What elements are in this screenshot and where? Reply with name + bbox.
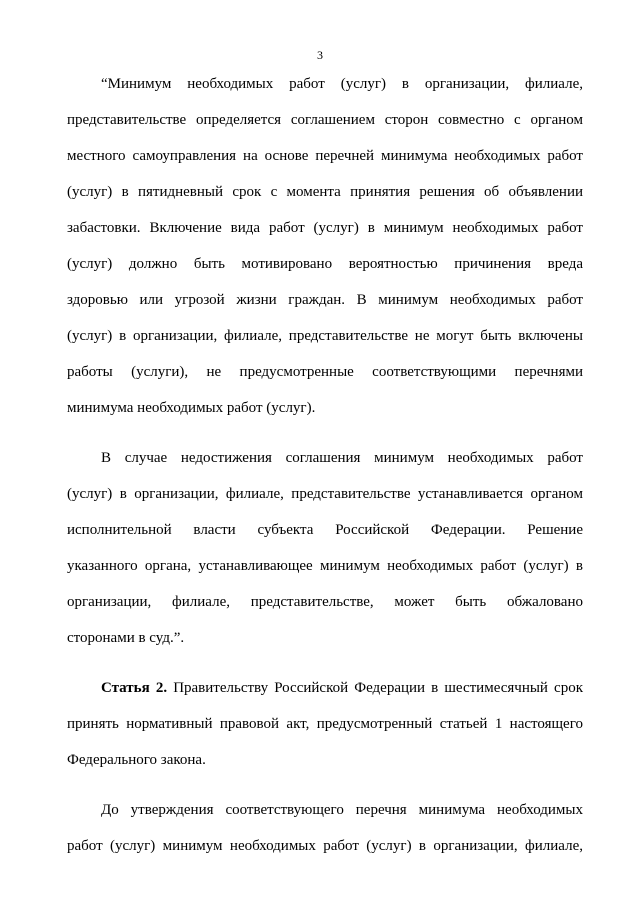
article-text: Правительству Российской Федерации в шестимесячный срок [173,680,584,696]
paragraph-line: работ (услуг) минимум необходимых работ (услуг) в организации, филиале, [67,838,583,854]
paragraph-article-2 [67,670,583,778]
paragraph-spacer [67,426,583,440]
document-body [67,66,583,864]
paragraph-line: представительстве определяется соглашением сторон совместно с органом [67,112,583,128]
paragraph-line: Федерального закона. [67,752,206,768]
paragraph-line: сторонами в суд.”. [67,630,185,646]
paragraph-minimum-work-definition [67,66,583,426]
paragraph-line: здоровью или угрозой жизни граждан. В минимум необходимых работ [67,292,583,308]
paragraph-spacer [67,656,583,670]
article-heading: Статья 2. [101,680,168,696]
paragraph-line: (услуг) в организации, филиале, представительстве не могут быть включены [67,328,583,344]
paragraph-line: (услуг) в пятидневный срок с момента принятия решения об объявлении [67,184,583,200]
paragraph-line: исполнительной власти субъекта Российской Федерации. Решение [67,522,583,538]
paragraph-line: принять нормативный правовой акт, предусмотренный статьей 1 настоящего [67,716,583,732]
paragraph-line: организации, филиале, представительстве, может быть обжаловано [67,594,583,610]
page-number: 3 [317,48,323,62]
paragraph-line: забастовки. Включение вида работ (услуг) в минимум необходимых работ [67,220,583,236]
paragraph-line: работы (услуги), не предусмотренные соответствующими перечнями [67,364,583,380]
paragraph-line: (услуг) в организации, филиале, представительстве устанавливается органом [67,486,583,502]
paragraph-line [67,670,583,706]
paragraph-line: В случае недостижения соглашения минимум необходимых работ [101,450,583,466]
paragraph-spacer [67,778,583,792]
paragraph-line: “Минимум необходимых работ (услуг) в организации, филиале, [101,76,583,92]
paragraph-line: указанного органа, устанавливающее минимум необходимых работ (услуг) в [67,558,583,574]
paragraph-line: До утверждения соответствующего перечня минимума необходимых [101,802,583,818]
paragraph-until-approval [67,792,583,864]
paragraph-line: минимума необходимых работ (услуг). [67,400,316,416]
paragraph-line: (услуг) должно быть мотивировано вероятностью причинения вреда [67,256,583,272]
paragraph-no-agreement [67,440,583,656]
paragraph-line: местного самоуправления на основе перечней минимума необходимых работ [67,148,583,164]
